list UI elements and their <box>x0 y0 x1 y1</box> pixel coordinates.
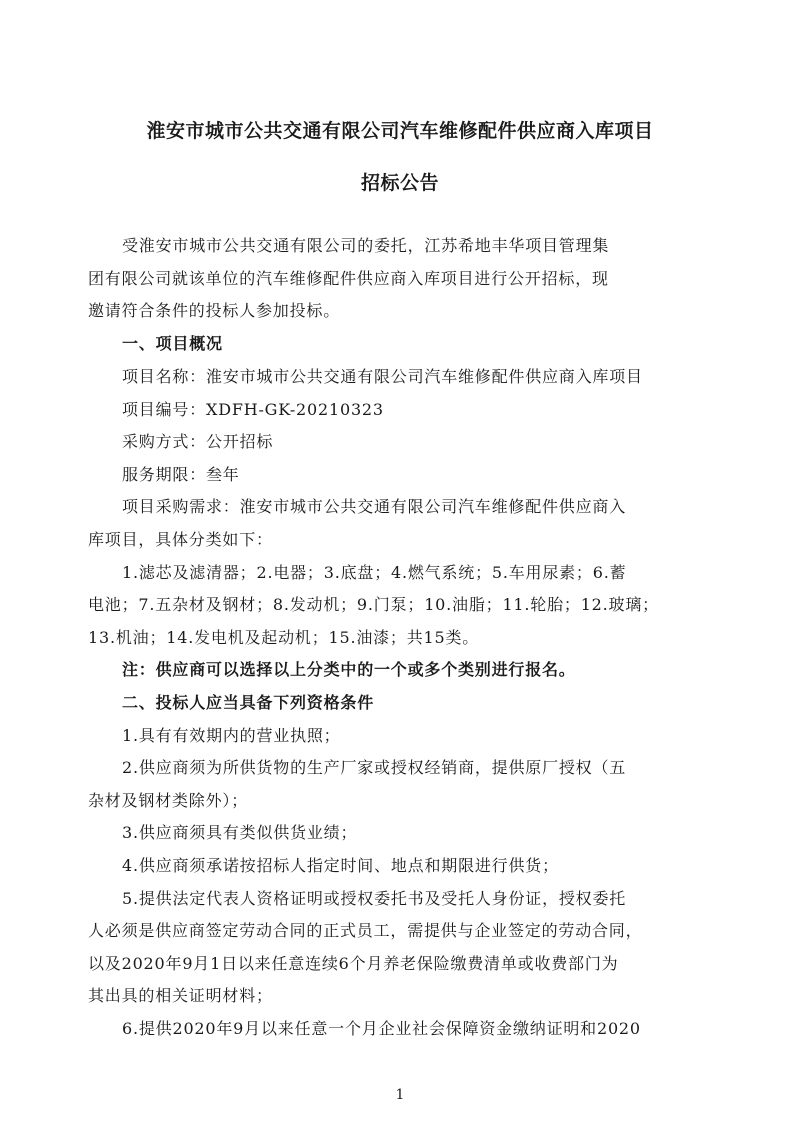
project-name: 项目名称：淮安市城市公共交通有限公司汽车维修配件供应商入库项目 <box>122 367 643 386</box>
category-line: 13.机油；14.发电机及起动机；15.油漆；共15类。 <box>88 628 480 647</box>
intro-line: 受淮安市城市公共交通有限公司的委托，江苏希地丰华项目管理集 <box>122 236 610 255</box>
qualification-item: 5.提供法定代表人资格证明或授权委托书及受托人身份证，授权委托 <box>122 889 627 908</box>
section-heading: 一、项目概况 <box>122 334 223 353</box>
category-line: 1.滤芯及滤清器；2.电器；3.底盘；4.燃气系统；5.车用尿素；6.蓄 <box>122 563 627 582</box>
qualification-item: 以及2020年9月1日以来任意连续6个月养老保险缴费清单或收费部门为 <box>88 954 619 973</box>
qualification-item: 2.供应商须为所供货物的生产厂家或授权经销商，提供原厂授权（五 <box>122 758 627 777</box>
category-line: 电池；7.五杂材及钢材；8.发动机；9.门泵；10.油脂；11.轮胎；12.玻璃； <box>88 595 659 614</box>
document-title: 淮安市城市公共交通有限公司汽车维修配件供应商入库项目 <box>146 120 654 142</box>
document-subtitle: 招标公告 <box>360 172 439 194</box>
qualification-item: 6.提供2020年9月以来任意一个月企业社会保障资金缴纳证明和2020 <box>122 1019 641 1038</box>
section-heading: 二、投标人应当具备下列资格条件 <box>122 693 375 712</box>
requirement-line: 项目采购需求：淮安市城市公共交通有限公司汽车维修配件供应商入 <box>122 497 627 516</box>
qualification-item: 3.供应商须具有类似供货业绩； <box>122 823 358 842</box>
qualification-item: 4.供应商须承诺按招标人指定时间、地点和期限进行供货； <box>122 856 559 875</box>
service-period: 服务期限：叁年 <box>122 465 240 484</box>
requirement-line: 库项目，具体分类如下： <box>88 530 273 549</box>
note-text: 注：供应商可以选择以上分类中的一个或多个类别进行报名。 <box>122 660 576 679</box>
qualification-item: 1.具有有效期内的营业执照； <box>122 726 341 745</box>
qualification-item: 杂材及钢材类除外）； <box>88 791 249 810</box>
qualification-item: 人必须是供应商签定劳动合同的正式员工，需提供与企业签定的劳动合同， <box>88 921 643 940</box>
procurement-method: 采购方式：公开招标 <box>122 432 274 451</box>
intro-line: 邀请符合条件的投标人参加投标。 <box>88 301 341 320</box>
qualification-item: 其出具的相关证明材料； <box>88 986 273 1005</box>
intro-line: 团有限公司就该单位的汽车维修配件供应商入库项目进行公开招标，现 <box>88 269 609 288</box>
page-number: 1 <box>395 1087 405 1103</box>
project-number: 项目编号：XDFH-GK-20210323 <box>122 400 384 419</box>
